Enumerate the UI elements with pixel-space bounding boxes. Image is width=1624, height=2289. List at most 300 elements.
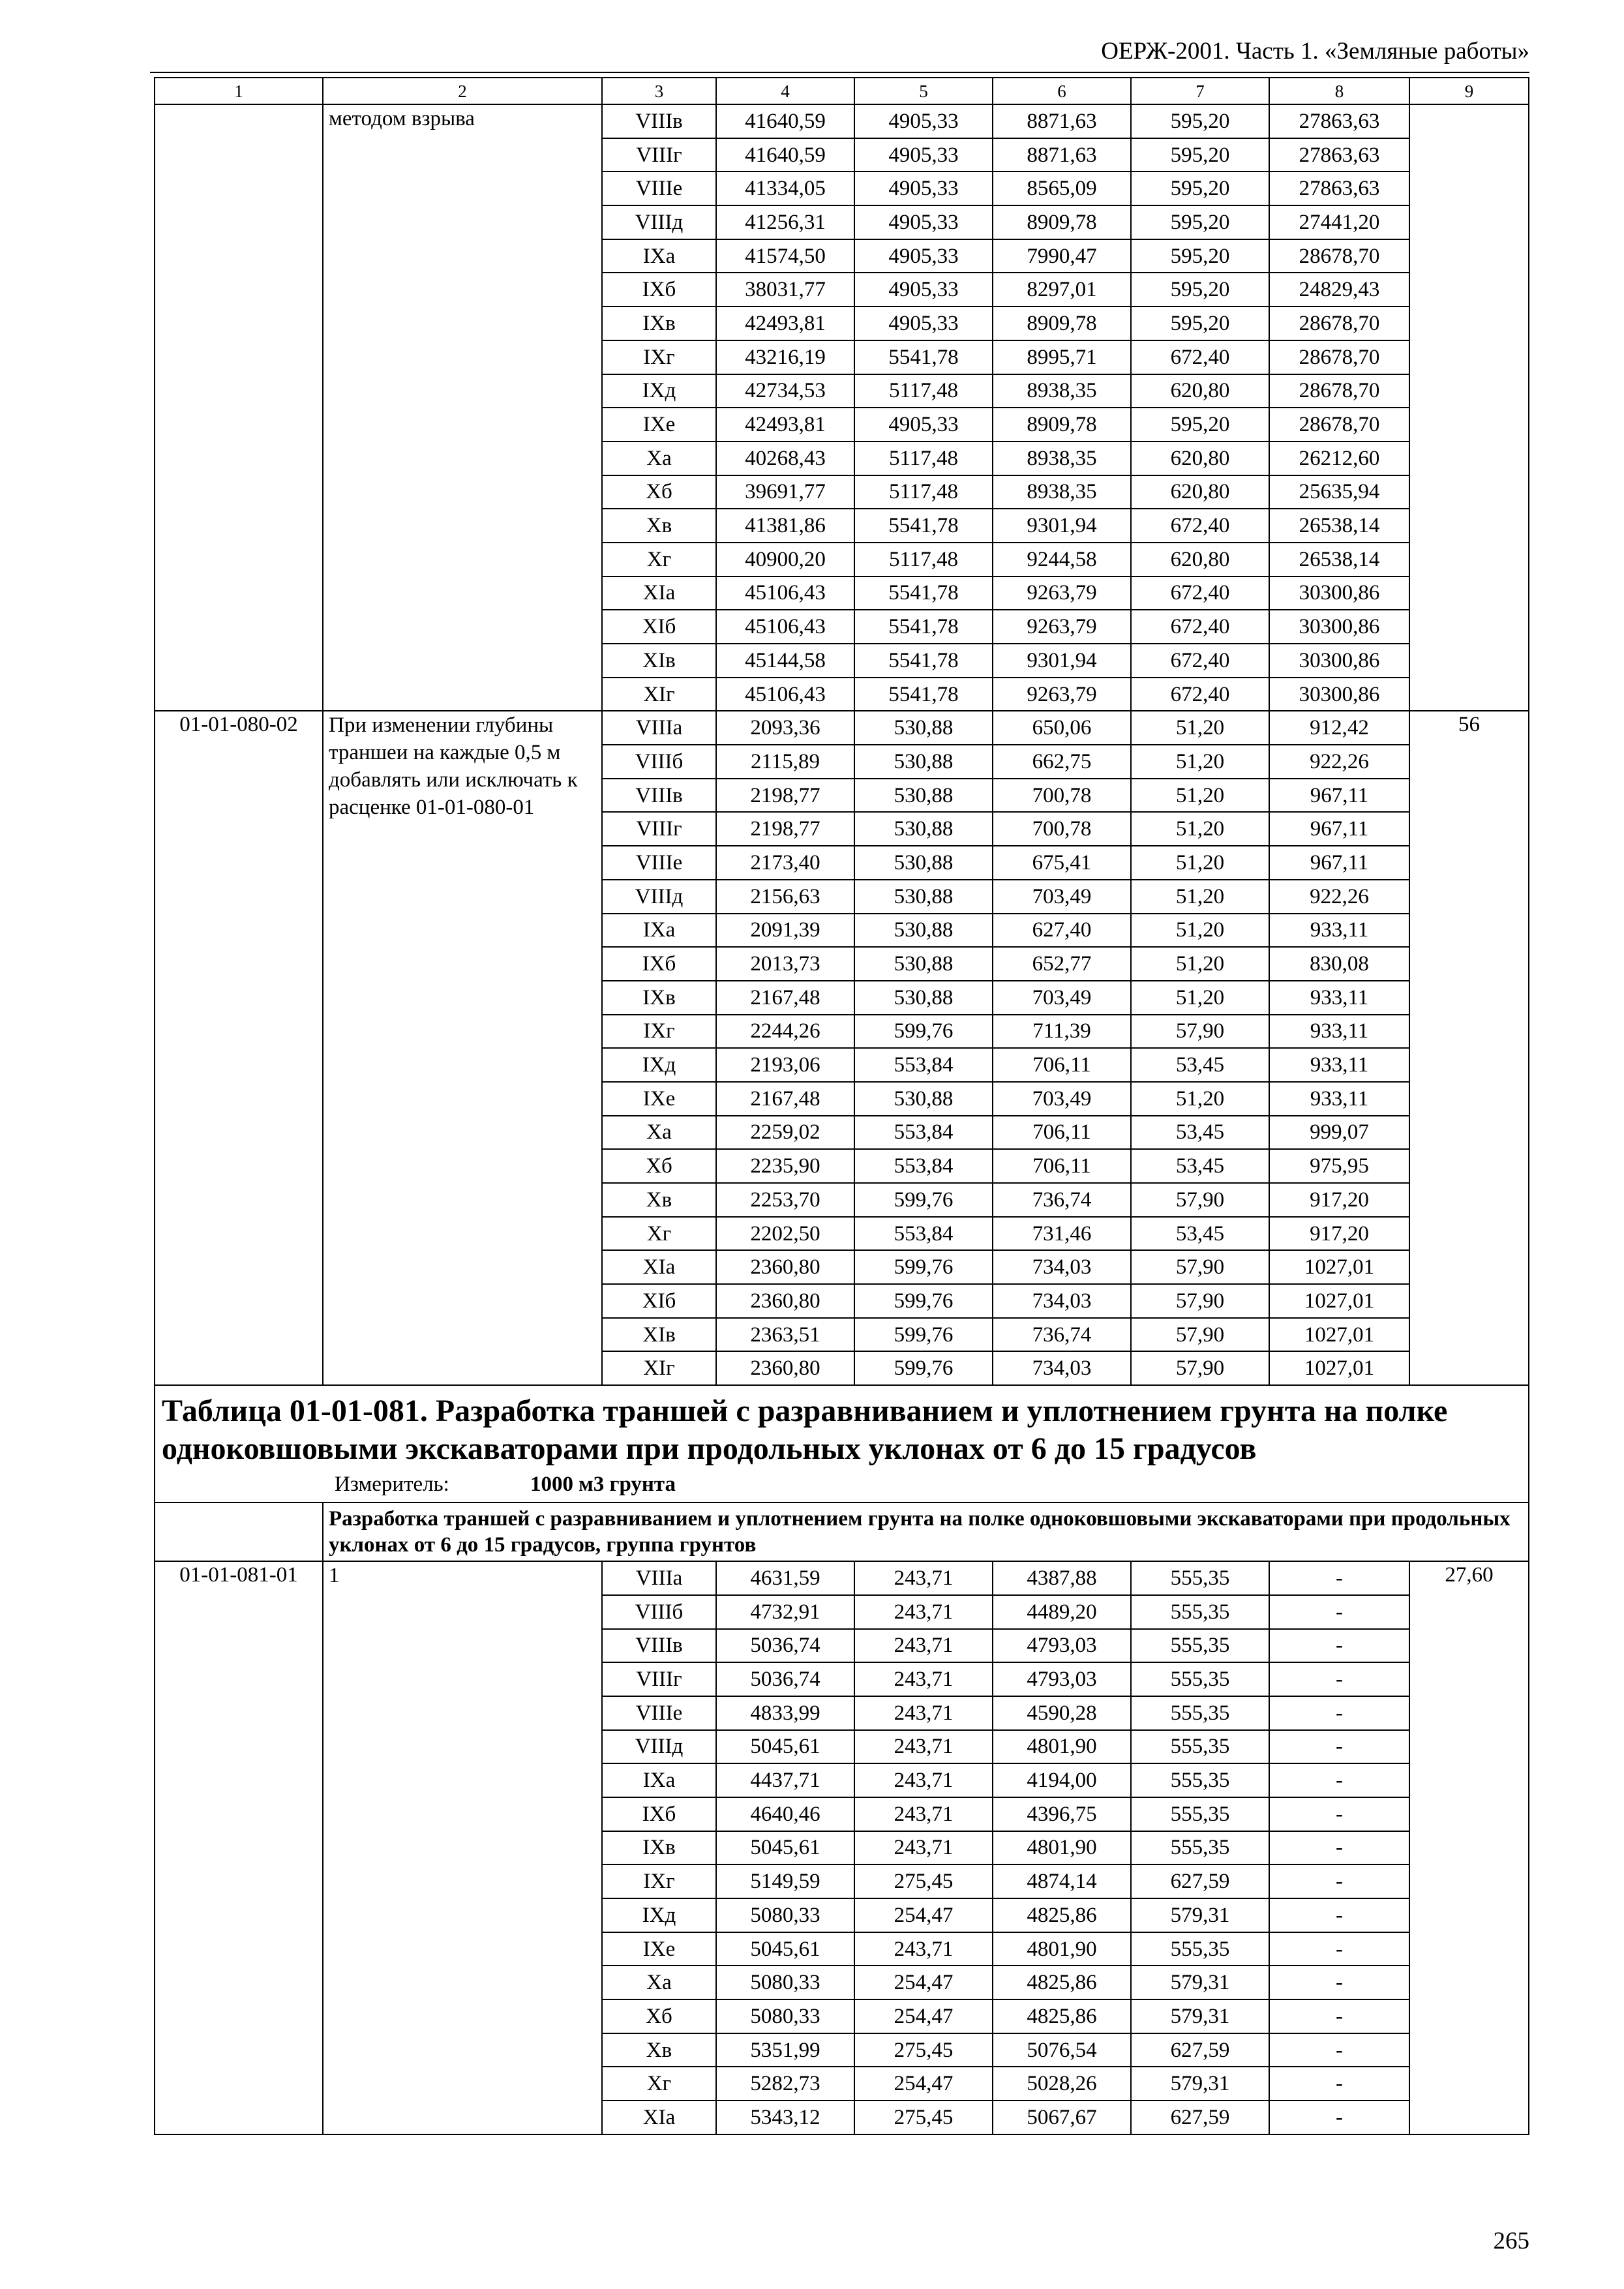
- value-cell: -: [1269, 1662, 1409, 1696]
- value-cell: 57,90: [1131, 1351, 1269, 1385]
- value-cell: 553,84: [854, 1048, 993, 1082]
- value-cell: 45106,43: [716, 576, 854, 610]
- value-cell: 254,47: [854, 1999, 993, 2033]
- value-cell: 555,35: [1131, 1730, 1269, 1764]
- value-cell: 4801,90: [993, 1831, 1131, 1865]
- value-cell: 5067,67: [993, 2101, 1131, 2134]
- value-cell: 41640,59: [716, 138, 854, 172]
- soil-group-cell: XIв: [602, 644, 716, 678]
- value-cell: 51,20: [1131, 947, 1269, 981]
- value-cell: 5076,54: [993, 2033, 1131, 2067]
- value-cell: 599,76: [854, 1250, 993, 1284]
- rate-col9: 56: [1409, 711, 1529, 1385]
- value-cell: 39691,77: [716, 475, 854, 509]
- value-cell: 4825,86: [993, 1966, 1131, 1999]
- value-cell: 599,76: [854, 1284, 993, 1318]
- value-cell: 41334,05: [716, 172, 854, 205]
- soil-group-cell: IXб: [602, 1797, 716, 1831]
- soil-group-cell: IXд: [602, 374, 716, 408]
- soil-group-cell: VIIIд: [602, 205, 716, 239]
- soil-group-cell: Xа: [602, 441, 716, 475]
- value-cell: 8938,35: [993, 374, 1131, 408]
- rate-name: 1: [323, 1561, 602, 2134]
- value-cell: 9301,94: [993, 644, 1131, 678]
- table-title-cell: [155, 1385, 1529, 1503]
- value-cell: 933,11: [1269, 914, 1409, 948]
- soil-group-cell: IXг: [602, 1864, 716, 1898]
- unit-label: Измеритель:: [335, 1473, 449, 1497]
- value-cell: 42493,81: [716, 307, 854, 340]
- soil-group-cell: Xа: [602, 1966, 716, 1999]
- value-cell: 672,40: [1131, 576, 1269, 610]
- column-number: 4: [716, 78, 854, 104]
- value-cell: 41574,50: [716, 239, 854, 273]
- value-cell: 967,11: [1269, 846, 1409, 880]
- soil-group-cell: IXд: [602, 1048, 716, 1082]
- column-number: 5: [854, 78, 993, 104]
- value-cell: 2363,51: [716, 1318, 854, 1352]
- value-cell: 4825,86: [993, 1898, 1131, 1932]
- soil-group-cell: IXа: [602, 239, 716, 273]
- value-cell: -: [1269, 1561, 1409, 1595]
- value-cell: 53,45: [1131, 1149, 1269, 1183]
- value-cell: 967,11: [1269, 779, 1409, 813]
- value-cell: 51,20: [1131, 880, 1269, 914]
- value-cell: 530,88: [854, 914, 993, 948]
- value-cell: 579,31: [1131, 1999, 1269, 2033]
- value-cell: 530,88: [854, 981, 993, 1015]
- value-cell: 9301,94: [993, 509, 1131, 543]
- value-cell: 595,20: [1131, 408, 1269, 441]
- value-cell: 2360,80: [716, 1284, 854, 1318]
- value-cell: 731,46: [993, 1217, 1131, 1251]
- value-cell: 967,11: [1269, 812, 1409, 846]
- soil-group-cell: XIа: [602, 2101, 716, 2134]
- soil-group-cell: IXг: [602, 1015, 716, 1049]
- value-cell: 917,20: [1269, 1183, 1409, 1217]
- value-cell: 2235,90: [716, 1149, 854, 1183]
- value-cell: 45106,43: [716, 678, 854, 711]
- value-cell: 2115,89: [716, 745, 854, 779]
- value-cell: 5343,12: [716, 2101, 854, 2134]
- value-cell: 57,90: [1131, 1318, 1269, 1352]
- value-cell: 2093,36: [716, 711, 854, 745]
- value-cell: 620,80: [1131, 374, 1269, 408]
- value-cell: -: [1269, 1966, 1409, 1999]
- value-cell: 662,75: [993, 745, 1131, 779]
- value-cell: 595,20: [1131, 138, 1269, 172]
- soil-group-cell: XIа: [602, 576, 716, 610]
- value-cell: 706,11: [993, 1116, 1131, 1150]
- soil-group-cell: VIIIд: [602, 880, 716, 914]
- value-cell: 672,40: [1131, 340, 1269, 374]
- soil-group-cell: IXе: [602, 408, 716, 441]
- value-cell: 922,26: [1269, 880, 1409, 914]
- column-number: 3: [602, 78, 716, 104]
- value-cell: 57,90: [1131, 1183, 1269, 1217]
- value-cell: -: [1269, 2101, 1409, 2134]
- value-cell: 2198,77: [716, 812, 854, 846]
- value-cell: 51,20: [1131, 711, 1269, 745]
- rate-code: [155, 104, 323, 711]
- value-cell: 4801,90: [993, 1730, 1131, 1764]
- soil-group-cell: VIIIг: [602, 812, 716, 846]
- value-cell: 51,20: [1131, 745, 1269, 779]
- value-cell: 4905,33: [854, 104, 993, 138]
- value-cell: 4732,91: [716, 1595, 854, 1629]
- value-cell: 2156,63: [716, 880, 854, 914]
- value-cell: 254,47: [854, 1898, 993, 1932]
- column-number-row: [155, 78, 1529, 104]
- value-cell: 2259,02: [716, 1116, 854, 1150]
- value-cell: 4905,33: [854, 138, 993, 172]
- price-table: [154, 77, 1529, 2135]
- value-cell: 4905,33: [854, 239, 993, 273]
- column-number: 1: [155, 78, 323, 104]
- value-cell: 5282,73: [716, 2067, 854, 2101]
- value-cell: 27863,63: [1269, 172, 1409, 205]
- value-cell: 4874,14: [993, 1864, 1131, 1898]
- value-cell: 5117,48: [854, 441, 993, 475]
- value-cell: 706,11: [993, 1048, 1131, 1082]
- value-cell: 4640,46: [716, 1797, 854, 1831]
- soil-group-cell: VIIIб: [602, 745, 716, 779]
- soil-group-cell: XIг: [602, 678, 716, 711]
- unit-value: 1000 м3 грунта: [530, 1473, 676, 1497]
- value-cell: 41640,59: [716, 104, 854, 138]
- value-cell: 2167,48: [716, 1082, 854, 1116]
- value-cell: -: [1269, 1629, 1409, 1663]
- value-cell: 275,45: [854, 1864, 993, 1898]
- rate-row: [155, 711, 1529, 745]
- soil-group-cell: IXв: [602, 1831, 716, 1865]
- value-cell: 38031,77: [716, 273, 854, 307]
- value-cell: -: [1269, 1730, 1409, 1764]
- value-cell: 28678,70: [1269, 307, 1409, 340]
- value-cell: 8871,63: [993, 138, 1131, 172]
- value-cell: 43216,19: [716, 340, 854, 374]
- value-cell: 627,59: [1131, 2101, 1269, 2134]
- rate-row: [155, 104, 1529, 138]
- value-cell: 4905,33: [854, 273, 993, 307]
- value-cell: 4825,86: [993, 1999, 1131, 2033]
- value-cell: 917,20: [1269, 1217, 1409, 1251]
- value-cell: 553,84: [854, 1217, 993, 1251]
- value-cell: 4905,33: [854, 172, 993, 205]
- column-number: 7: [1131, 78, 1269, 104]
- value-cell: 830,08: [1269, 947, 1409, 981]
- soil-group-cell: IXе: [602, 1932, 716, 1966]
- page-header: ОЕРЖ-2001. Часть 1. «Земляные работы»: [1101, 38, 1529, 65]
- value-cell: 28678,70: [1269, 340, 1409, 374]
- value-cell: 243,71: [854, 1662, 993, 1696]
- value-cell: 254,47: [854, 2067, 993, 2101]
- value-cell: 700,78: [993, 779, 1131, 813]
- value-cell: 530,88: [854, 779, 993, 813]
- column-number: 9: [1409, 78, 1529, 104]
- soil-group-cell: VIIIе: [602, 172, 716, 205]
- value-cell: 8871,63: [993, 104, 1131, 138]
- value-cell: 9263,79: [993, 576, 1131, 610]
- value-cell: 627,59: [1131, 1864, 1269, 1898]
- value-cell: 933,11: [1269, 1048, 1409, 1082]
- value-cell: 675,41: [993, 846, 1131, 880]
- soil-group-cell: Xб: [602, 475, 716, 509]
- value-cell: 28678,70: [1269, 408, 1409, 441]
- value-cell: 7990,47: [993, 239, 1131, 273]
- soil-group-cell: Xг: [602, 543, 716, 576]
- value-cell: 555,35: [1131, 1932, 1269, 1966]
- value-cell: 734,03: [993, 1250, 1131, 1284]
- value-cell: 627,59: [1131, 2033, 1269, 2067]
- value-cell: 243,71: [854, 1763, 993, 1797]
- value-cell: 2198,77: [716, 779, 854, 813]
- value-cell: 1027,01: [1269, 1250, 1409, 1284]
- value-cell: 5080,33: [716, 1966, 854, 1999]
- soil-group-cell: Xв: [602, 509, 716, 543]
- value-cell: 243,71: [854, 1730, 993, 1764]
- value-cell: 5351,99: [716, 2033, 854, 2067]
- value-cell: 5541,78: [854, 644, 993, 678]
- value-cell: 4833,99: [716, 1696, 854, 1730]
- soil-group-cell: VIIIг: [602, 138, 716, 172]
- value-cell: 555,35: [1131, 1629, 1269, 1663]
- value-cell: 627,40: [993, 914, 1131, 948]
- value-cell: 42493,81: [716, 408, 854, 441]
- value-cell: 700,78: [993, 812, 1131, 846]
- value-cell: 243,71: [854, 1696, 993, 1730]
- value-cell: 51,20: [1131, 846, 1269, 880]
- subheader-empty: [155, 1503, 323, 1561]
- page-number: 265: [1493, 2228, 1529, 2254]
- value-cell: 530,88: [854, 947, 993, 981]
- value-cell: 4793,03: [993, 1662, 1131, 1696]
- value-cell: 579,31: [1131, 1898, 1269, 1932]
- value-cell: 555,35: [1131, 1561, 1269, 1595]
- value-cell: 595,20: [1131, 239, 1269, 273]
- value-cell: 599,76: [854, 1183, 993, 1217]
- value-cell: 933,11: [1269, 1015, 1409, 1049]
- value-cell: 1027,01: [1269, 1351, 1409, 1385]
- value-cell: -: [1269, 2067, 1409, 2101]
- value-cell: 5117,48: [854, 543, 993, 576]
- soil-group-cell: Xг: [602, 2067, 716, 2101]
- value-cell: -: [1269, 1696, 1409, 1730]
- value-cell: 9263,79: [993, 610, 1131, 644]
- soil-group-cell: VIIIв: [602, 104, 716, 138]
- value-cell: 922,26: [1269, 745, 1409, 779]
- value-cell: 2202,50: [716, 1217, 854, 1251]
- value-cell: 8995,71: [993, 340, 1131, 374]
- value-cell: 53,45: [1131, 1217, 1269, 1251]
- value-cell: -: [1269, 1864, 1409, 1898]
- value-cell: 57,90: [1131, 1015, 1269, 1049]
- value-cell: 599,76: [854, 1318, 993, 1352]
- value-cell: 243,71: [854, 1561, 993, 1595]
- value-cell: 4437,71: [716, 1763, 854, 1797]
- value-cell: 26212,60: [1269, 441, 1409, 475]
- value-cell: 5036,74: [716, 1629, 854, 1663]
- value-cell: 734,03: [993, 1351, 1131, 1385]
- value-cell: 2193,06: [716, 1048, 854, 1082]
- value-cell: 530,88: [854, 711, 993, 745]
- value-cell: 595,20: [1131, 172, 1269, 205]
- value-cell: 4489,20: [993, 1595, 1131, 1629]
- value-cell: 620,80: [1131, 543, 1269, 576]
- value-cell: 4396,75: [993, 1797, 1131, 1831]
- value-cell: 53,45: [1131, 1048, 1269, 1082]
- soil-group-cell: VIIIб: [602, 1595, 716, 1629]
- value-cell: 4801,90: [993, 1932, 1131, 1966]
- value-cell: 51,20: [1131, 981, 1269, 1015]
- value-cell: 5149,59: [716, 1864, 854, 1898]
- value-cell: 5541,78: [854, 576, 993, 610]
- subheader-text: Разработка траншей с разравниванием и уплотнением грунта на полке одноковшовыми экскаваторами при продольных уклонах от 6 до 15 градусов, группа грунтов: [323, 1503, 1529, 1561]
- soil-group-cell: IXв: [602, 307, 716, 340]
- value-cell: 25635,94: [1269, 475, 1409, 509]
- value-cell: 243,71: [854, 1629, 993, 1663]
- value-cell: 4194,00: [993, 1763, 1131, 1797]
- value-cell: -: [1269, 1999, 1409, 2033]
- value-cell: 4590,28: [993, 1696, 1131, 1730]
- value-cell: 5541,78: [854, 610, 993, 644]
- value-cell: 595,20: [1131, 104, 1269, 138]
- value-cell: 30300,86: [1269, 678, 1409, 711]
- value-cell: 275,45: [854, 2101, 993, 2134]
- value-cell: -: [1269, 1898, 1409, 1932]
- value-cell: 243,71: [854, 1932, 993, 1966]
- soil-group-cell: IXг: [602, 340, 716, 374]
- value-cell: 243,71: [854, 1595, 993, 1629]
- value-cell: 27863,63: [1269, 138, 1409, 172]
- value-cell: 734,03: [993, 1284, 1131, 1318]
- soil-group-cell: Xв: [602, 1183, 716, 1217]
- value-cell: 2013,73: [716, 947, 854, 981]
- unit-line: [162, 1471, 1522, 1498]
- value-cell: -: [1269, 2033, 1409, 2067]
- soil-group-cell: XIб: [602, 1284, 716, 1318]
- value-cell: 2173,40: [716, 846, 854, 880]
- soil-group-cell: XIв: [602, 1318, 716, 1352]
- value-cell: 999,07: [1269, 1116, 1409, 1150]
- value-cell: 975,95: [1269, 1149, 1409, 1183]
- value-cell: 595,20: [1131, 205, 1269, 239]
- rate-row: [155, 1561, 1529, 1595]
- value-cell: 8565,09: [993, 172, 1131, 205]
- soil-group-cell: XIб: [602, 610, 716, 644]
- value-cell: -: [1269, 1831, 1409, 1865]
- value-cell: 736,74: [993, 1183, 1131, 1217]
- value-cell: 579,31: [1131, 2067, 1269, 2101]
- column-number: 8: [1269, 78, 1409, 104]
- value-cell: 57,90: [1131, 1284, 1269, 1318]
- value-cell: 4793,03: [993, 1629, 1131, 1663]
- value-cell: 45144,58: [716, 644, 854, 678]
- soil-group-cell: IXв: [602, 981, 716, 1015]
- value-cell: 254,47: [854, 1966, 993, 1999]
- value-cell: 26538,14: [1269, 543, 1409, 576]
- soil-group-cell: VIIIд: [602, 1730, 716, 1764]
- value-cell: 2360,80: [716, 1250, 854, 1284]
- value-cell: 51,20: [1131, 914, 1269, 948]
- value-cell: 5117,48: [854, 374, 993, 408]
- value-cell: 2244,26: [716, 1015, 854, 1049]
- value-cell: 4387,88: [993, 1561, 1131, 1595]
- rate-code: 01-01-080-02: [155, 711, 323, 1385]
- value-cell: 555,35: [1131, 1831, 1269, 1865]
- value-cell: 530,88: [854, 812, 993, 846]
- value-cell: -: [1269, 1763, 1409, 1797]
- value-cell: 9263,79: [993, 678, 1131, 711]
- value-cell: 703,49: [993, 880, 1131, 914]
- value-cell: 555,35: [1131, 1696, 1269, 1730]
- value-cell: 243,71: [854, 1797, 993, 1831]
- value-cell: 5080,33: [716, 1999, 854, 2033]
- value-cell: 1027,01: [1269, 1318, 1409, 1352]
- value-cell: 28678,70: [1269, 374, 1409, 408]
- value-cell: 672,40: [1131, 509, 1269, 543]
- value-cell: 24829,43: [1269, 273, 1409, 307]
- value-cell: 5541,78: [854, 340, 993, 374]
- value-cell: 599,76: [854, 1015, 993, 1049]
- value-cell: -: [1269, 1797, 1409, 1831]
- value-cell: 9244,58: [993, 543, 1131, 576]
- soil-group-cell: VIIIв: [602, 1629, 716, 1663]
- value-cell: 4905,33: [854, 408, 993, 441]
- rate-code: 01-01-081-01: [155, 1561, 323, 2134]
- value-cell: 703,49: [993, 1082, 1131, 1116]
- value-cell: 5045,61: [716, 1730, 854, 1764]
- value-cell: 27441,20: [1269, 205, 1409, 239]
- value-cell: 51,20: [1131, 1082, 1269, 1116]
- soil-group-cell: IXб: [602, 947, 716, 981]
- value-cell: 672,40: [1131, 610, 1269, 644]
- soil-group-cell: IXд: [602, 1898, 716, 1932]
- value-cell: 45106,43: [716, 610, 854, 644]
- value-cell: 42734,53: [716, 374, 854, 408]
- value-cell: 41256,31: [716, 205, 854, 239]
- soil-group-cell: XIа: [602, 1250, 716, 1284]
- value-cell: 736,74: [993, 1318, 1131, 1352]
- soil-group-cell: IXа: [602, 1763, 716, 1797]
- value-cell: 8909,78: [993, 205, 1131, 239]
- value-cell: 5117,48: [854, 475, 993, 509]
- soil-group-cell: VIIIг: [602, 1662, 716, 1696]
- soil-group-cell: IXа: [602, 914, 716, 948]
- soil-group-cell: VIIIв: [602, 779, 716, 813]
- value-cell: 672,40: [1131, 644, 1269, 678]
- value-cell: 2167,48: [716, 981, 854, 1015]
- value-cell: 30300,86: [1269, 610, 1409, 644]
- soil-group-cell: VIIIа: [602, 711, 716, 745]
- value-cell: 703,49: [993, 981, 1131, 1015]
- value-cell: 51,20: [1131, 812, 1269, 846]
- soil-group-cell: Xв: [602, 2033, 716, 2067]
- value-cell: 5036,74: [716, 1662, 854, 1696]
- value-cell: 530,88: [854, 1082, 993, 1116]
- soil-group-cell: Xг: [602, 1217, 716, 1251]
- value-cell: 5541,78: [854, 509, 993, 543]
- value-cell: 5541,78: [854, 678, 993, 711]
- value-cell: 1027,01: [1269, 1284, 1409, 1318]
- value-cell: 27863,63: [1269, 104, 1409, 138]
- column-number: 2: [323, 78, 602, 104]
- value-cell: 2360,80: [716, 1351, 854, 1385]
- value-cell: 4631,59: [716, 1561, 854, 1595]
- value-cell: 51,20: [1131, 779, 1269, 813]
- soil-group-cell: VIIIе: [602, 846, 716, 880]
- value-cell: 595,20: [1131, 273, 1269, 307]
